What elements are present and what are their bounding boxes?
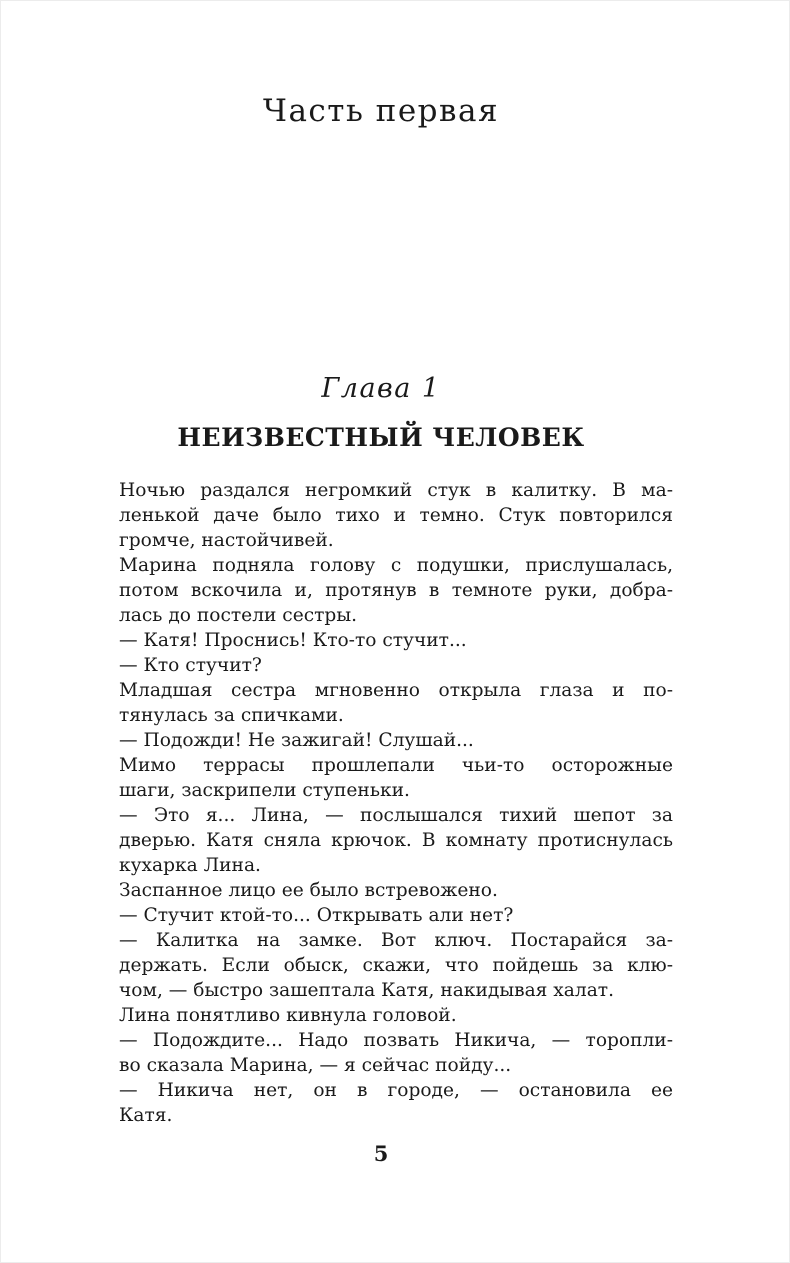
- text-line: во сказала Марина, — я сейчас пойду...: [119, 1055, 512, 1076]
- text-line: — Катя! Проснись! Кто-то стучит...: [119, 630, 467, 651]
- text-line: громче, настойчивей.: [119, 530, 334, 551]
- page-number: 5: [373, 1141, 389, 1166]
- text-line: — Подожди! Не зажигай! Слушай...: [119, 730, 474, 751]
- text-line: кухарка Лина.: [119, 855, 261, 876]
- text-line: — Калитка на замке. Вот ключ. Постарайся за-: [119, 930, 673, 951]
- chapter-number: Глава 1: [321, 373, 441, 404]
- text-line: чом, — быстро зашептала Катя, накидывая халат.: [119, 980, 614, 1001]
- text-line: — Подождите... Надо позвать Никича, — торопли-: [119, 1030, 673, 1051]
- text-line: Мимо террасы прошлепали чьи-то осторожные: [119, 755, 673, 776]
- text-line: Младшая сестра мгновенно открыла глаза и по-: [119, 680, 673, 701]
- text-line: — Это я... Лина, — послышался тихий шепот за: [119, 805, 673, 826]
- part-title: Часть первая: [262, 93, 500, 129]
- text-line: — Кто стучит?: [119, 655, 262, 676]
- text-line: Марина подняла голову с подушки, прислушалась,: [119, 555, 673, 576]
- text-line: ленькой даче было тихо и темно. Стук повторился: [119, 505, 673, 526]
- chapter-title: НЕИЗВЕСТНЫЙ ЧЕЛОВЕК: [177, 423, 585, 452]
- text-line: лась до постели сестры.: [119, 605, 358, 626]
- text-line: дверью. Катя сняла крючок. В комнату протиснулась: [119, 830, 673, 851]
- text-line: Лина понятливо кивнула головой.: [119, 1005, 457, 1026]
- text-line: — Никича нет, он в городе, — остановила ее: [119, 1080, 673, 1101]
- text-line: шаги, заскрипели ступеньки.: [119, 780, 410, 801]
- text-line: — Стучит ктой-то... Открывать али нет?: [119, 905, 514, 926]
- text-line: потом вскочила и, протянув в темноте руки, добра-: [119, 580, 673, 601]
- text-line: Заспанное лицо ее было встревожено.: [119, 880, 498, 901]
- text-line: держать. Если обыск, скажи, что пойдешь за клю-: [119, 955, 673, 976]
- text-line: Катя.: [119, 1105, 173, 1126]
- text-line: Ночью раздался негромкий стук в калитку. В ма-: [119, 480, 673, 501]
- text-line: тянулась за спичками.: [119, 705, 344, 726]
- body-text: [119, 478, 673, 1128]
